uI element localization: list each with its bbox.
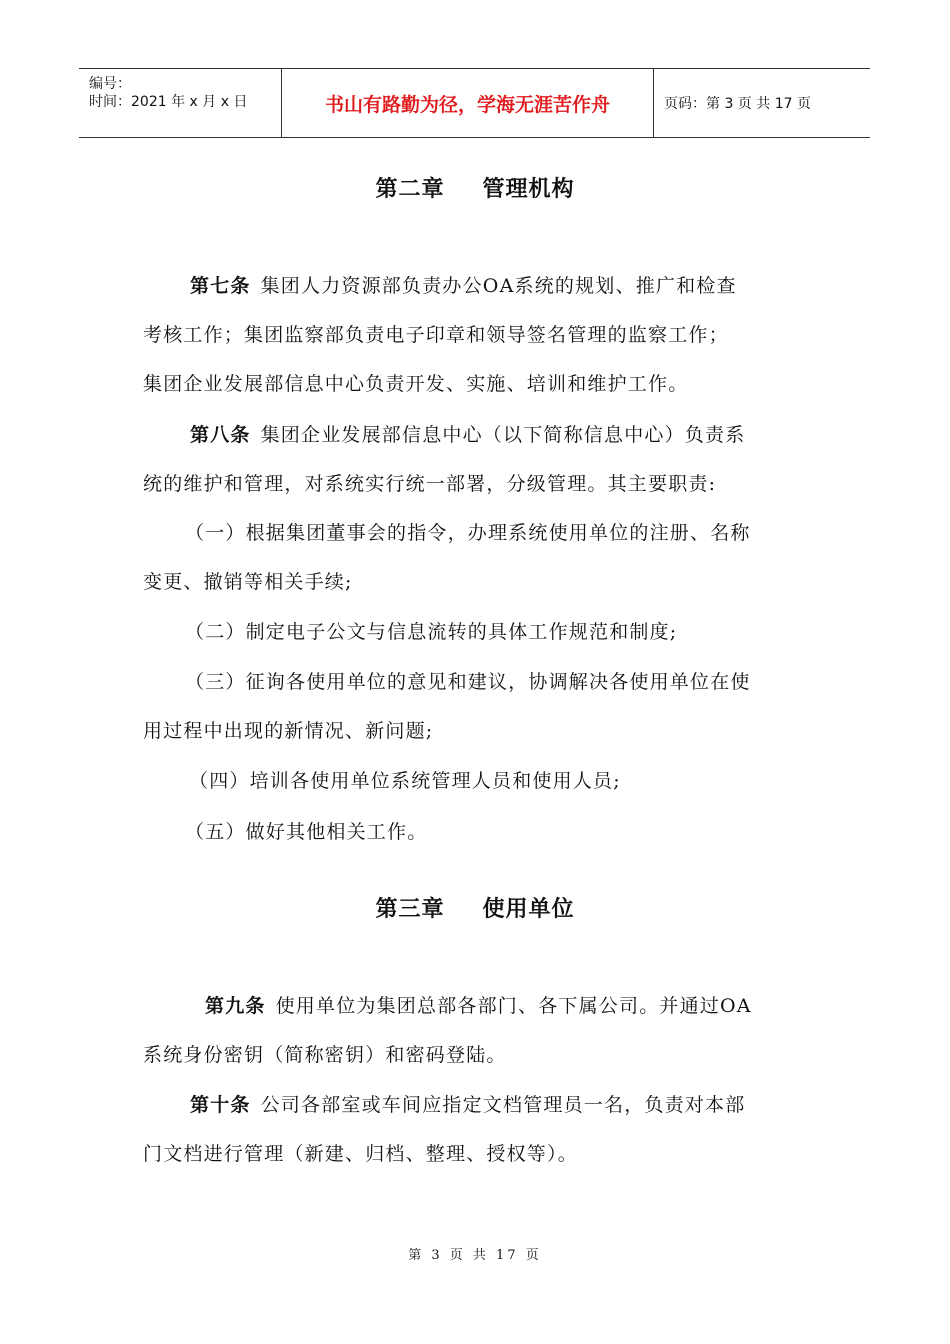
article-7-line-1: 第七条 集团人力资源部负责办公OA系统的规划、推广和检查: [190, 275, 737, 297]
article-8-item-3-line-1: （三）征询各使用单位的意见和建议，协调解决各使用单位在使: [185, 671, 751, 693]
article-7-label: 第七条: [190, 275, 251, 297]
article-8-item-4: （四）培训各使用单位系统管理人员和使用人员;: [189, 770, 621, 792]
chapter-3-title: 使用单位: [482, 897, 575, 922]
header-page-info: 页码：第 3 页 共 17 页: [664, 96, 811, 112]
article-7-line-2: 考核工作；集团监察部负责电子印章和领导签名管理的监察工作；: [143, 324, 729, 346]
article-8-item-1-line-2: 变更、撤销等相关手续;: [143, 571, 353, 593]
page-header: [79, 68, 870, 138]
article-8-item-2: （二）制定电子公文与信息流转的具体工作规范和制度;: [185, 621, 678, 643]
chapter-3-number: 第三章: [375, 897, 445, 922]
article-10-line-2: 门文档进行管理（新建、归档、整理、授权等）。: [143, 1143, 578, 1165]
article-8-label: 第八条: [190, 424, 251, 446]
document-number: 编号：: [89, 76, 131, 92]
document-date: 时间：2021 年 x 月 x 日: [89, 94, 248, 110]
header-motto: 书山有路勤为径，学海无涯苦作舟: [281, 69, 654, 137]
chapter-2-heading: [0, 172, 950, 203]
chapter-2-title: 管理机构: [482, 177, 575, 202]
article-8-line-2: 统的维护和管理，对系统实行统一部署，分级管理。其主要职责:: [143, 473, 717, 495]
article-8-item-1-line-1: （一）根据集团董事会的指令，办理系统使用单位的注册、名称: [185, 522, 751, 544]
article-9-line-2: 系统身份密钥（简称密钥）和密码登陆。: [143, 1044, 507, 1066]
chapter-2-number: 第二章: [375, 177, 445, 202]
article-10-line-1: 第十条 公司各部室或车间应指定文档管理员一名，负责对本部: [190, 1094, 746, 1116]
article-9-label: 第九条: [205, 995, 266, 1017]
article-8-line-1: 第八条 集团企业发展部信息中心（以下简称信息中心）负责系: [190, 424, 746, 446]
article-9-line-1: 第九条 使用单位为集团总部各部门、各下属公司。并通过OA: [205, 995, 752, 1017]
article-8-item-5: （五）做好其他相关工作。: [185, 821, 428, 843]
chapter-3-heading: [0, 892, 950, 923]
article-7-line-3: 集团企业发展部信息中心负责开发、实施、培训和维护工作。: [143, 373, 689, 395]
header-meta: [79, 69, 281, 137]
article-10-label: 第十条: [190, 1094, 251, 1116]
page-footer: 第 3 页 共 17 页: [408, 1248, 542, 1263]
article-8-item-3-line-2: 用过程中出现的新情况、新问题;: [143, 720, 434, 742]
